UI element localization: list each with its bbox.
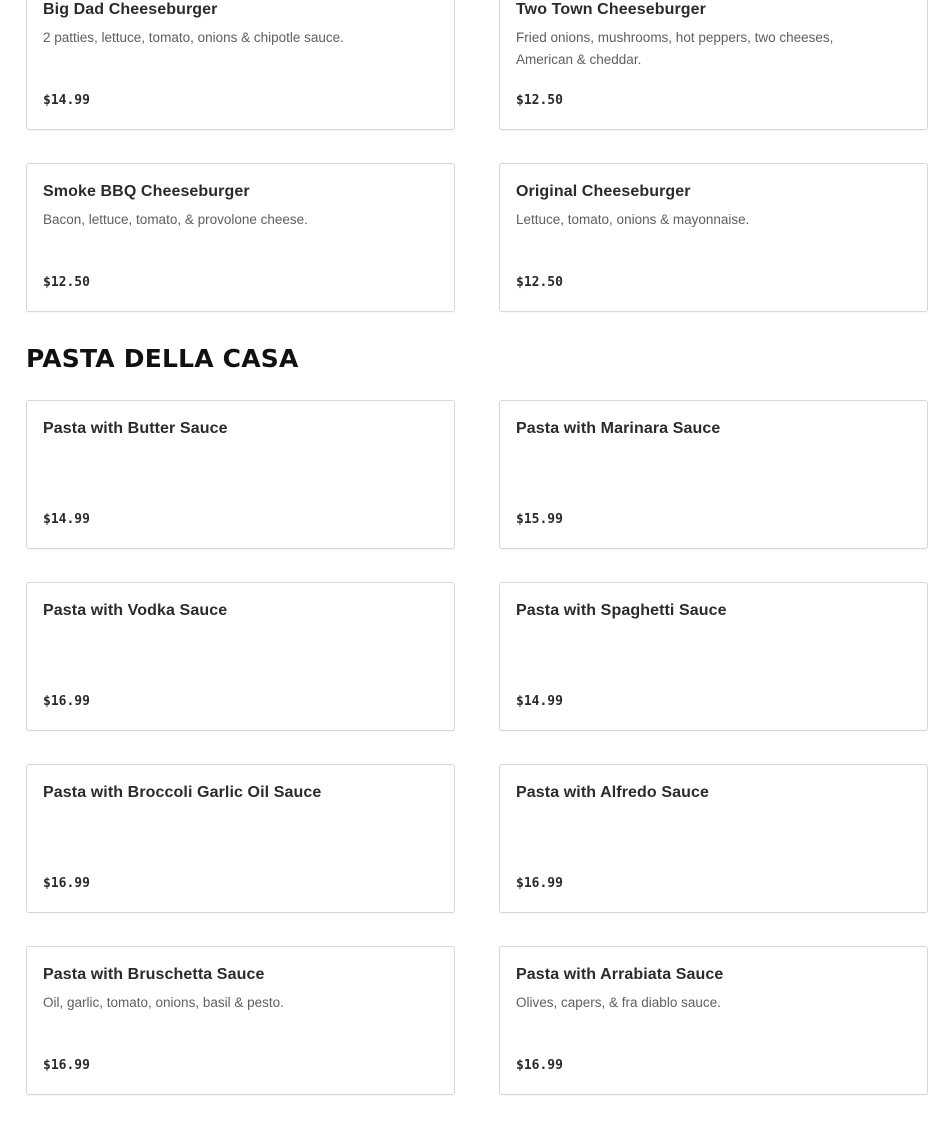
menu-item-card[interactable] xyxy=(26,582,455,731)
menu-item-description: Olives, capers, & fra diablo sauce. xyxy=(516,995,721,1010)
menu-item-price: $16.99 xyxy=(43,694,90,709)
menu-item-card[interactable] xyxy=(26,400,455,549)
menu-item-description: Fried onions, mushrooms, hot peppers, two cheeses, American & cheddar. xyxy=(516,30,834,67)
menu-item-price: $12.50 xyxy=(516,93,563,108)
menu-item-name: Pasta with Spaghetti Sauce xyxy=(516,602,727,619)
burger-items-grid xyxy=(26,0,928,312)
menu-item-card[interactable] xyxy=(499,0,928,130)
menu-item-description: Oil, garlic, tomato, onions, basil & pesto. xyxy=(43,995,284,1010)
menu-item-name: Pasta with Arrabiata Sauce xyxy=(516,966,724,983)
menu-item-name: Pasta with Butter Sauce xyxy=(43,420,228,437)
menu-item-price: $15.99 xyxy=(516,512,563,527)
menu-item-price: $16.99 xyxy=(43,876,90,891)
menu-item-name: Pasta with Vodka Sauce xyxy=(43,602,228,619)
menu-item-card[interactable] xyxy=(499,163,928,312)
menu-item-name: Pasta with Bruschetta Sauce xyxy=(43,966,265,983)
menu-item-price: $12.50 xyxy=(43,275,90,290)
menu-item-card[interactable] xyxy=(499,946,928,1095)
menu-item-name: Two Town Cheeseburger xyxy=(516,1,706,18)
section-title-pasta: PASTA DELLA CASA xyxy=(26,344,299,373)
menu-item-price: $14.99 xyxy=(516,694,563,709)
menu-item-name: Pasta with Marinara Sauce xyxy=(516,420,721,437)
menu-item-price: $16.99 xyxy=(43,1058,90,1073)
menu-item-card[interactable] xyxy=(26,764,455,913)
menu-item-card[interactable] xyxy=(26,163,455,312)
menu-item-card[interactable] xyxy=(499,400,928,549)
menu-item-price: $16.99 xyxy=(516,876,563,891)
menu-item-name: Pasta with Alfredo Sauce xyxy=(516,784,709,801)
menu-item-card[interactable] xyxy=(26,0,455,130)
menu-item-description: Lettuce, tomato, onions & mayonnaise. xyxy=(516,212,750,227)
menu-item-name: Original Cheeseburger xyxy=(516,183,691,200)
menu-item-price: $16.99 xyxy=(516,1058,563,1073)
menu-item-name: Pasta with Broccoli Garlic Oil Sauce xyxy=(43,784,322,801)
pasta-items-grid xyxy=(26,400,928,1095)
menu-item-name: Big Dad Cheeseburger xyxy=(43,1,218,18)
menu-item-card[interactable] xyxy=(499,582,928,731)
menu-item-description: 2 patties, lettuce, tomato, onions & chipotle sauce. xyxy=(43,30,344,45)
menu-item-description: Bacon, lettuce, tomato, & provolone cheese. xyxy=(43,212,308,227)
menu-item-price: $14.99 xyxy=(43,93,90,108)
menu-item-price: $12.50 xyxy=(516,275,563,290)
menu-item-price: $14.99 xyxy=(43,512,90,527)
menu-item-name: Smoke BBQ Cheeseburger xyxy=(43,183,250,200)
menu-item-card[interactable] xyxy=(26,946,455,1095)
menu-item-card[interactable] xyxy=(499,764,928,913)
